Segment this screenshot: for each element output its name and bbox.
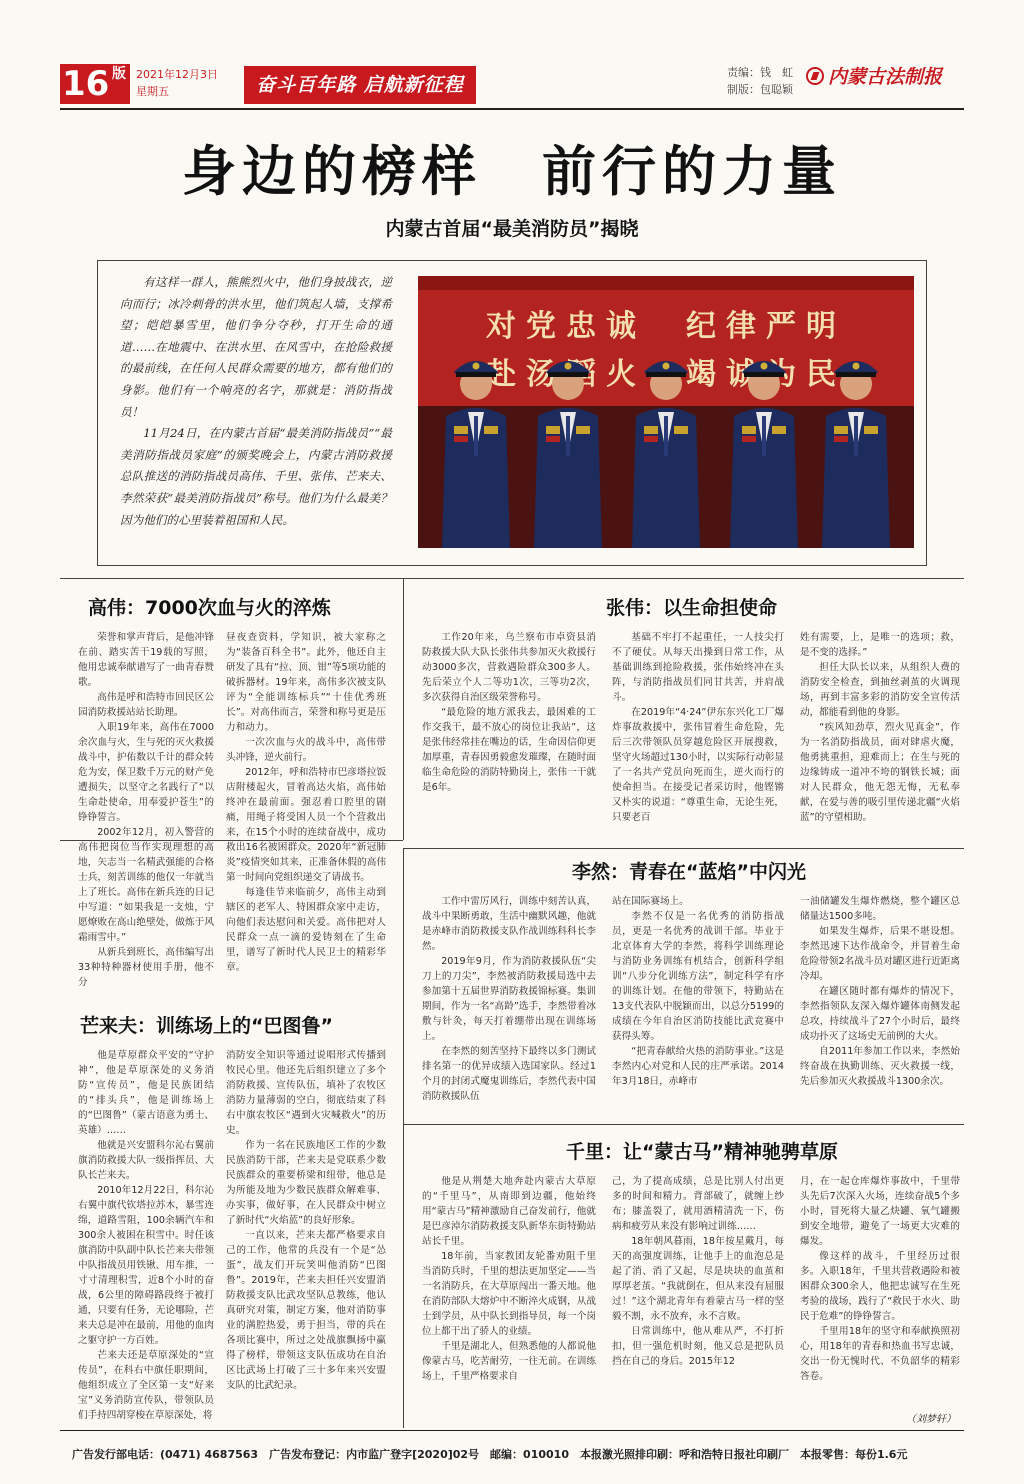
page-headline: 身边的榜样 前行的力量 <box>182 139 842 203</box>
article-paragraph: 一直以来，芒来夫都严格要求自己的工作，他常的兵没有一个是“怂蛋”，战友们开玩笑叫他消防“巴图鲁”。2019年，芒来夫担任兴安盟消防救援支队比武攻坚队总教练，他认真研究对策，制定方案，他对消防事业的满腔热爱，勇于担当，带的兵在各项比赛中，所过之处战旗飘扬中赢得了榜样，带领这支队伍成功在自治区比武场上打破了三十多年来兴安盟支队的比武纪录。 <box>226 1230 386 1391</box>
liran-column-3 <box>800 894 960 1120</box>
article-paragraph: 工作中雷厉风行，训练中刻苦认真，战斗中果断勇敢，生活中幽默风趣，他就是赤峰市消防救援支队作战训练科科长李然。 <box>422 896 596 952</box>
page-number-value: 16 <box>62 64 110 104</box>
liran-column-1 <box>422 894 596 1120</box>
section-title-zhangwei: 张伟：以生命担使命 <box>606 597 778 619</box>
qianli-column-2 <box>612 1174 784 1426</box>
column-rule <box>403 848 404 1428</box>
editor-name: 责编：钱 虹 <box>727 66 793 79</box>
article-paragraph: 2019年9月，作为消防救援队伍“尖刀上的刀尖”，李然被消防救援局选中去参加第十五届世界消防救援锦标赛。集训期间，作为一名“高龄”选手，李然带着冰敷与针灸，每天打着绷带出现在训练场上。 <box>422 956 596 1042</box>
logo-mark-icon <box>806 67 824 85</box>
qianli-column-3 <box>800 1174 960 1406</box>
article-paragraph: 高伟是呼和浩特市回民区公园消防救援站站长助理。 <box>78 692 214 718</box>
article-paragraph: 月，在一起仓库爆炸事故中，千里带头先后7次深入火场，连续奋战5个多小时，冒死将大量乙炔罐、氧气罐搬到安全地带，避免了一场更大灾难的爆发。 <box>800 1176 960 1247</box>
slogan-banner: 奋斗百年路 启航新征程 <box>244 66 476 104</box>
award-group-photo <box>418 276 914 548</box>
section-title-manglaifu: 芒来夫：训练场上的“巴图鲁” <box>80 1015 333 1037</box>
article-paragraph: 他就是兴安盟科尔沁右翼前旗消防救援大队一级指挥员、大队长芒来夫。 <box>78 1140 214 1181</box>
article-paragraph: “疾风知劲草，烈火见真金”，作为一名消防指战员，面对肆虐火魔，他勇挑重担，迎难而上；在生与死的边缘铸成一道冲不垮的钢铁长城；面对人民群众，他无怨无悔，无私奉献，在爱与善的吸引里传递北疆“火焰蓝”的守望相助。 <box>800 722 960 823</box>
intro-text <box>120 272 392 531</box>
article-paragraph: 李然不仅是一名优秀的消防指战员，更是一名优秀的战训干部。毕业于北京体育大学的李然，将科学训练理论与消防业务训练有机结合，创新科学组训“八步分化训练方法”，制定科学有序的训练计划。在他的带领下，特勤站在13支代表队中脱颖而出，以总分5199的成绩在今年自治区消防技能比武竞赛中获得头筹。 <box>612 911 784 1042</box>
issue-date: 2021年12月3日 <box>136 68 218 81</box>
article-paragraph: 在罐区随时都有爆炸的情况下，李然指领队友深入爆炸罐体南侧发起总攻，持续战斗了27个小时后，最终成功扑灭了这场史无前例的大火。 <box>800 986 960 1042</box>
article-paragraph: 18年朝风暮雨，18年按星戴月，每天的高强度训练，让他手上的血泡总是起了消、消了又起，尽是块块的血茧和厚厚老茧。“我就倒在，但从来没有屈服过！”这个湖北青年有着蒙古马一样的坚毅不割，永不放弃，永不言败。 <box>612 1236 784 1322</box>
footer-rule <box>60 1430 964 1431</box>
zhangwei-column-3 <box>800 630 960 830</box>
article-paragraph: 每逢佳节来临前夕，高伟主动到辖区的老军人、特困群众家中走访，向他们表达慰问和关爱。高伟把对人民群众一点一滴的爱铸刻在了生命里，谱写了新时代人民卫士的精彩华章。 <box>226 887 386 973</box>
section-rule <box>403 1124 964 1125</box>
gaowei-column-2 <box>226 630 386 973</box>
article-paragraph: 如果发生爆炸，后果不堪设想。李然迅速下达作战命令，并冒着生命危险带领2名战斗员对罐区进行近距离冷却。 <box>800 926 960 982</box>
issue-weekday: 星期五 <box>136 85 169 98</box>
article-paragraph: “把青春献给火热的消防事业。”这是李然内心对党和人民的庄严承诺。2014年3月18日，赤峰市 <box>612 1046 784 1087</box>
gaowei-column-1 <box>78 630 214 988</box>
article-paragraph: 作为一名在民族地区工作的少数民族消防干部，芒来夫是党联系少数民族群众的重要桥梁和纽带，他总是为所能及地为少数民族群众解难事、办实事，做好事，在人民群众中树立了新时代“火焰蓝”的良好形象。 <box>226 1140 386 1226</box>
photo-banner-top: 对党忠诚 纪律严明 <box>486 309 846 344</box>
article-paragraph: 2002年12月，初入警营的高伟把岗位当作实现理想的高地，矢志当一名精武强能的合格士兵，刻苦训练的他仅一年就当上了班长。高伟在新兵连的日记中写道：“如果我是一支烛，宁愿燎败在高山绝壁处，做炼于风霜雨雪中。” <box>78 827 214 943</box>
article-paragraph: 像这样的战斗，千里经历过很多。入职18年，千里共营救遇险和被困群众300余人，他把忠诚写在生死考验的战场，践行了“救民于水火、助民于危难”的铮铮誓言。 <box>800 1251 960 1322</box>
page-subheadline: 内蒙古首届“最美消防员”揭晓 <box>385 218 639 240</box>
article-paragraph: 自2011年参加工作以来，李然始终奋战在执勤训练、灭火救援一线，先后参加灭火救援战斗1300余次。 <box>800 1046 960 1087</box>
article-paragraph: 站在国际赛场上。 <box>612 896 689 907</box>
newspaper-name: 内蒙古法制报 <box>828 66 943 88</box>
article-paragraph: 己，为了提高成绩，总是比别人付出更多的时间和精力。背部破了，就缠上纱布；膝盖裂了，就用酒精清洗一下，伤病和疲劳从来没有影响过训练…… <box>612 1176 784 1232</box>
author-signature: （刘梦轩） <box>906 1414 956 1425</box>
footer-info: 广告发行部电话：(0471) 4687563 广告发布登记：内市监广登字[2020]02号 邮编：010010 本报激光照排印刷：呼和浩特日报社印刷厂 本报零售：每份1.6元 <box>72 1448 908 1461</box>
article-paragraph: “最危险的地方派我去，最困难的工作交我干，最不放心的岗位让我站”，这是张伟经常挂在嘴边的话，生命因信仰更加厚重，青春因勇毅愈发璀璨，在随时面临生命危险的消防特勤岗上，张伟一干就是6年。 <box>422 707 596 793</box>
manglaifu-column-1 <box>78 1048 214 1424</box>
article-paragraph: 消防安全知识等通过说唱形式传播到牧民心里。他还先后组织建立了多个消防救援、宣传队伍，填补了农牧区消防力量薄弱的空白，彻底结束了科右中旗农牧区“遇到火灾喊救火”的历史。 <box>226 1050 386 1136</box>
editor-credits <box>727 64 793 98</box>
article-paragraph: 在2019年“4·24”伊东东兴化工厂爆炸事故救援中，张伟冒着生命危险，先后三次带领队员穿越危险区开展搜救，坚守火场超过130小时，以实际行动彰显了一名共产党员向死而生，逆火而行的使命担当。在接受记者采访时，他铿锵又朴实的说道：“尊重生命，无论生死，只要老百 <box>612 707 784 823</box>
article-paragraph: 担任大队长以来，从组织人费的消防安全检查，到抽丝剥茧的火调现场，再到丰富多彩的消防安全宣传活动，都能看到他的身影。 <box>800 662 960 718</box>
article-paragraph: 2012年，呼和浩特市巴彦塔拉饭店附楼起火，冒着高达火焰，高伟始终冲在最前面。强忍着口腔里的剧痛，用绳子将受困人员一个个营救出来，在15个小时的连续奋战中，成功救出16名被困群众。2020年“新冠肺炎”疫情突如其来，正准备休假的高伟第一时间向党组织递交了请战书。 <box>226 767 386 883</box>
article-paragraph: 2010年12月22日，科尔沁右翼中旗代钦塔拉苏木，暴雪连绵，道路雪阻，100余辆汽车和300余人被困在积雪中。时任该旗消防中队副中队长芒来夫带领中队指战员用铁锹、用车推，一寸寸清理积雪，近8个小时的奋战，6公里的障碍路段终于被打通，只要有任务，无论哪险，芒来夫总是冲在最前，用他的血肉之躯守护一方百姓。 <box>78 1185 214 1346</box>
section-title-liran: 李然：青春在“蓝焰”中闪光 <box>572 861 806 883</box>
article-paragraph: 姓有需要，上，是唯一的选项；救，是不变的选择。” <box>800 632 960 658</box>
qianli-column-1 <box>422 1174 596 1426</box>
column-rule <box>403 578 404 840</box>
zhangwei-column-2 <box>612 630 784 830</box>
intro-paragraph: 11月24日，在内蒙古首届“最美消防指战员”“最美消防指战员家庭”的颁奖晚会上，内蒙古消防救援总队推送的消防指战员高伟、千里、张伟、芒来夫、李然荣获“最美消防指战员”称号。他们为什么最美？因为他们的心里装着祖国和人民。 <box>120 426 392 527</box>
article-paragraph: 入职19年来，高伟在7000余次血与火，生与死的灭火救援战斗中，护佑数以千计的群众转危为安，保卫数千万元的财产免遭损失，以坚守之名践行了“以生命赴使命，用奉爱护苍生”的铮铮誓言。 <box>78 722 214 823</box>
newspaper-logo <box>806 62 942 89</box>
manglaifu-column-2 <box>226 1048 386 1424</box>
article-paragraph: 一油储罐发生爆炸燃烧，整个罐区总储量达1500多吨。 <box>800 896 960 922</box>
masthead-rule <box>60 108 964 110</box>
article-paragraph: 从新兵到班长，高伟编写出33种特种器材使用手册，他不分 <box>78 947 214 988</box>
section-rule <box>60 578 964 579</box>
article-paragraph: 他是从荆楚大地奔赴内蒙古大草原的“千里马”，从南即到边疆，他始终用“蒙古马”精神激励自己奋发前行，他就是巴彦淖尔消防救援支队新华东街特勤站站长千里。 <box>422 1176 596 1247</box>
article-paragraph: 千里用18年的坚守和奉献换照初心，用18年的青春和热血书写忠诚，交出一份无愧时代、不负韶华的精彩答卷。 <box>800 1326 960 1382</box>
article-paragraph: 日常训练中，他从难从严，不打折扣，但一强危机时刻，他又总是把队员挡在自己的身后。2015年12 <box>612 1326 784 1367</box>
article-paragraph: 18年前，当家教团友轮番劝阻千里当消防兵时，千里的想法更加坚定——当一名消防兵，在大草原闯出一番天地。他在消防部队大熔炉中不断淬火成钢，从战士到学员，从中队长到指导员，每一个岗位上都干出了骄人的业绩。 <box>422 1251 596 1337</box>
article-paragraph: 芒来夫还是草原深处的“宣传员”，在科右中旗任职期间，他组织成立了全区第一支“好来宝”义务消防宣传队，带领队员们手持四胡穿梭在草原深处，将 <box>78 1350 214 1421</box>
page-number <box>60 64 130 104</box>
section-title-qianli: 千里：让“蒙古马”精神驰骋草原 <box>566 1141 838 1163</box>
article-paragraph: 他是草原群众平安的“守护神”，他是草原深处的义务消防“宣传员”，他是民族团结的“排头兵”，他是训练场上的“巴图鲁”（蒙古语意为勇士、英雄）…… <box>78 1050 214 1136</box>
producer-name: 制版：包聪颖 <box>727 83 793 96</box>
page-label: 版 <box>112 66 126 82</box>
article-paragraph: 一次次血与火的战斗中，高伟带头冲锋，逆火前行。 <box>226 737 386 763</box>
section-rule <box>403 848 964 849</box>
article-paragraph: 昼夜查资料，学知识，被大家称之为“装备百科全书”。此外，他还自主研发了具有“拉、顶、钳”等5项功能的破拆器材。19年来，高伟多次被支队评为“全能训练标兵”“十佳优秀班长”。对高伟而言，荣誉和称号更是压力和动力。 <box>226 632 386 733</box>
zhangwei-column-1 <box>422 630 596 830</box>
article-paragraph: 荣誉和掌声背后，是他冲锋在前、踏实苦干19载的写照，他用忠诚奉献谱写了一曲青春赞歌。 <box>78 632 214 688</box>
section-title-gaowei: 高伟：7000次血与火的淬炼 <box>88 597 331 619</box>
article-paragraph: 工作20年来，乌兰察布市卓资县消防救援大队大队长张伟共参加灭火救援行动3000多次，营救遇险群众300多人。先后荣立个人二等功1次，三等功2次，多次获得自治区级荣誉称号。 <box>422 632 596 703</box>
issue-date-block <box>136 66 218 100</box>
article-paragraph: 基础不牢打不起重任，一人技尖打不了硬仗。从每天出操到日常工作，从基础训练到抢险救援，张伟始终冲在头阵，与消防指战员们同甘共苦，并肩战斗。 <box>612 632 784 703</box>
intro-paragraph: 有这样一群人，熊熊烈火中，他们身披战衣，逆向而行；冰冷刺骨的洪水里，他们筑起人墙，支撑希望；皑皑暴雪里，他们争分夺秒，打开生命的通道……在地震中、在洪水里、在风雪中，在抢险救援的最前线，在任何人民群众需要的地方，都有他们的身影。他们有一个响亮的名字，那就是：消防指战员！ <box>120 275 392 419</box>
article-paragraph: 在李然的刻苦坚持下最终以多门测试排名第一的优异成绩入选国家队。经过1个月的封闭式魔鬼训练后，李然代表中国消防救援队伍 <box>422 1046 596 1102</box>
liran-column-2 <box>612 894 784 1120</box>
article-paragraph: 千里是湖北人，但熟悉他的人都说他像蒙古马，吃苦耐劳，一往无前。在训练场上，千里严格要求自 <box>422 1341 596 1382</box>
